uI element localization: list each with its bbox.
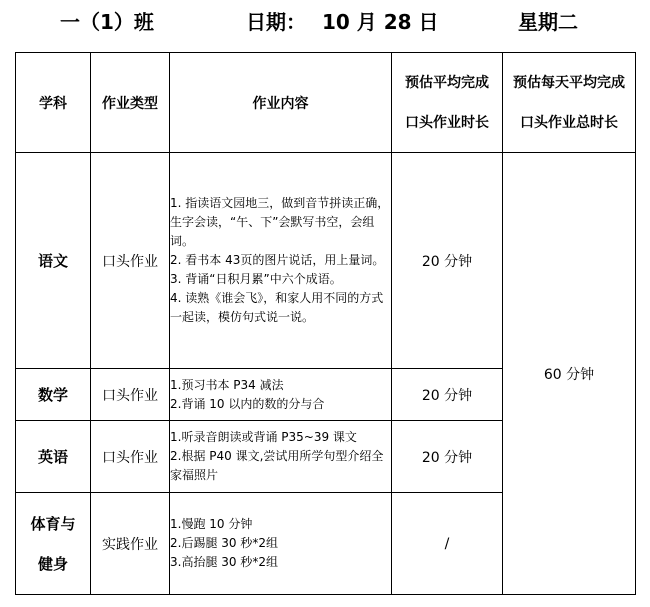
content-cell bbox=[170, 493, 392, 595]
weekday: 星期二 bbox=[518, 10, 578, 34]
content-line: 2.背诵 10 以内的数的分与合 bbox=[170, 396, 325, 411]
type-cell: 口头作业 bbox=[91, 153, 170, 369]
col-header-daily-total-line: 口头作业总时长 bbox=[520, 114, 618, 131]
time-cell: 20 分钟 bbox=[392, 421, 503, 493]
content-line: 1. 指读语文园地三，做到音节拼读正确，生字会读，“午、下”会默写书空，会组词。 bbox=[170, 196, 390, 248]
type-cell: 口头作业 bbox=[91, 369, 170, 421]
daily-total-cell: 60 分钟 bbox=[503, 153, 636, 595]
content-line: 3.高抬腿 30 秒*2组 bbox=[170, 555, 278, 569]
date-label: 日期： bbox=[246, 10, 306, 34]
content-line: 2.根据 P40 课文,尝试用所学句型介绍全家福照片 bbox=[170, 449, 384, 482]
subject-line: 健身 bbox=[37, 554, 68, 573]
col-header-subject: 学科 bbox=[16, 53, 91, 153]
subject-cell bbox=[16, 493, 91, 595]
col-header-type: 作业类型 bbox=[91, 53, 170, 153]
homework-table bbox=[15, 52, 636, 595]
type-cell: 口头作业 bbox=[91, 421, 170, 493]
subject-cell: 语文 bbox=[16, 153, 91, 369]
time-cell: / bbox=[392, 493, 503, 595]
table-header-row bbox=[16, 53, 636, 153]
table-row-chinese bbox=[16, 153, 636, 369]
content-cell bbox=[170, 153, 392, 369]
content-cell bbox=[170, 421, 392, 493]
type-cell: 实践作业 bbox=[91, 493, 170, 595]
date-value: 10 月 28 日 bbox=[322, 10, 439, 34]
content-cell bbox=[170, 369, 392, 421]
content-line: 3. 背诵“日积月累”中六个成语。 bbox=[170, 272, 342, 286]
col-header-avg-time bbox=[392, 53, 503, 153]
content-line: 1.慢跑 10 分钟 bbox=[170, 517, 253, 531]
col-header-content: 作业内容 bbox=[170, 53, 392, 153]
content-line: 4. 读熟《谁会飞》，和家人用不同的方式一起读，模仿句式说一说。 bbox=[170, 291, 384, 324]
content-line: 2.后踢腿 30 秒*2组 bbox=[170, 536, 278, 550]
col-header-avg-time-line: 口头作业时长 bbox=[405, 114, 489, 131]
col-header-daily-total-line: 预估每天平均完成 bbox=[513, 74, 625, 91]
time-cell: 20 分钟 bbox=[392, 369, 503, 421]
content-line: 2. 看书本 43页的图片说话，用上量词。 bbox=[170, 253, 385, 267]
subject-cell: 英语 bbox=[16, 421, 91, 493]
content-line: 1.听录音朗读或背诵 P35~39 课文 bbox=[170, 430, 357, 444]
subject-line: 体育与 bbox=[30, 514, 76, 533]
class-name: 一（1）班 bbox=[60, 10, 154, 34]
col-header-daily-total bbox=[503, 53, 636, 153]
page-header bbox=[0, 6, 650, 38]
content-line: 1.预习书本 P34 减法 bbox=[170, 377, 284, 392]
subject-cell: 数学 bbox=[16, 369, 91, 421]
col-header-avg-time-line: 预估平均完成 bbox=[405, 74, 489, 91]
time-cell: 20 分钟 bbox=[392, 153, 503, 369]
